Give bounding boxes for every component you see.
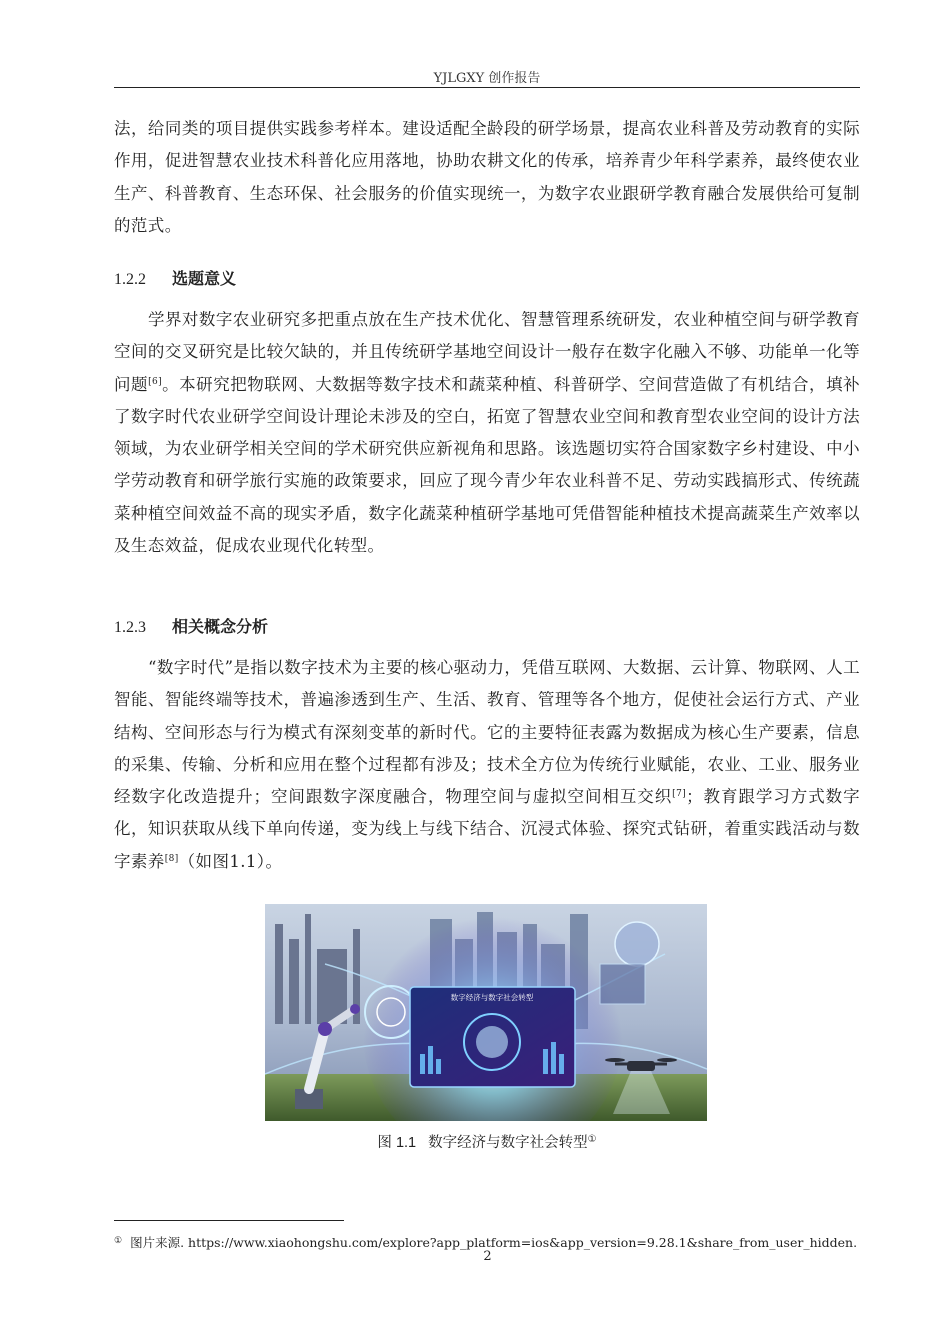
section-title: 选题意义 xyxy=(172,269,237,288)
paragraph-significance xyxy=(114,304,860,562)
footnote-mark: ① xyxy=(114,1236,123,1246)
ai-head-silhouette xyxy=(615,922,659,966)
screen-dial-core xyxy=(476,1026,508,1058)
caption-title: 数字经济与数字社会转型 xyxy=(428,1135,588,1151)
paragraph-text: （如图1.1）。 xyxy=(178,851,283,871)
figure-caption xyxy=(114,1131,860,1152)
caption-number: 图 1.1 xyxy=(377,1135,417,1151)
header-rule xyxy=(114,87,860,88)
footnote-text: 图片来源. https://www.xiaohongshu.com/explore?app_platform=ios&app_version=9.28.1&share_from_user_hidden. xyxy=(130,1235,858,1250)
paragraph-intro: 法，给同类的项目提供实践参考样本。建设适配全龄段的研学场景，提高农业科普及劳动教育的实际作用，促进智慧农业技术科普化应用落地，协助农耕文化的传承，培养青少年科学素养，最终使农业生产、科普教育、生态环保、社会服务的价值实现统一，为数字农业跟研学教育融合发展供给可复制的范式。 xyxy=(114,119,860,235)
side-panel xyxy=(600,964,645,1004)
section-heading-1-2-3 xyxy=(114,614,268,637)
paragraph-concepts xyxy=(114,652,860,878)
paragraph-text: “数字时代”是指以数字技术为主要的核心驱动力，凭借互联网、大数据、云计算、物联网、人工智能、智能终端等技术，普遍渗透到生产、生活、教育、管理等各个地方，促使社会运行方式、产业结构、空间形态与行为模式有深刻变革的新时代。它的主要特征表露为数据成为核心生产要素，信息的采集、传输、分析和应用在整个过程都有涉及；技术全方位为传统行业赋能，农业、工业、服务业经数字化改造提升；空间跟数字深度融合，物理空间与虚拟空间相互交织 xyxy=(114,658,860,807)
footnote-rule xyxy=(114,1220,344,1221)
page-number: 2 xyxy=(483,1249,492,1264)
section-number: 1.2.3 xyxy=(114,619,146,636)
paragraph-text: ；教育跟学习方式数字化，知识获取从线下单向传递，变为线上与线下结合、沉浸式体验、探究式钻研，着重实践活动与数字素养 xyxy=(114,787,860,871)
figure-digital-transformation xyxy=(265,904,707,1121)
section-heading-1-2-2 xyxy=(114,266,236,289)
citation-ref: [7] xyxy=(672,789,687,800)
caption-footnote-mark: ① xyxy=(587,1134,597,1145)
section-number: 1.2.2 xyxy=(114,271,146,288)
paragraph-text: 学界对数字农业研究多把重点放在生产技术优化、智慧管理系统研发，农业种植空间与研学教育空间的交叉研究是比较欠缺的，并且传统研学基地空间设计一般存在数字化融入不够、功能单一化等问题 xyxy=(114,310,860,394)
figure-illustration xyxy=(265,904,707,1121)
citation-ref: [6] xyxy=(148,376,163,387)
citation-ref: [8] xyxy=(164,853,179,864)
page-header: YJLGXY 创作报告 xyxy=(433,71,541,86)
paragraph-text: 。本研究把物联网、大数据等数字技术和蔬菜种植、科普研学、空间营造做了有机结合，填补了数字时代农业研学空间设计理论未涉及的空白，拓宽了智慧农业空间和教育型农业空间的设计方法领域，为农业研学相关空间的学术研究供应新视角和思路。该选题切实符合国家数字乡村建设、中小学劳动教育和研学旅行实施的政策要求，回应了现今青少年农业科普不足、劳动实践搞形式、传统蔬菜种植空间效益不高的现实矛盾，数字化蔬菜种植研学基地可凭借智能种植技术提高蔬菜生产效率以及生态效益，促成农业现代化转型。 xyxy=(114,374,860,556)
section-title: 相关概念分析 xyxy=(172,617,269,636)
screen-title: 数字经济与数字社会转型 xyxy=(450,993,534,1002)
